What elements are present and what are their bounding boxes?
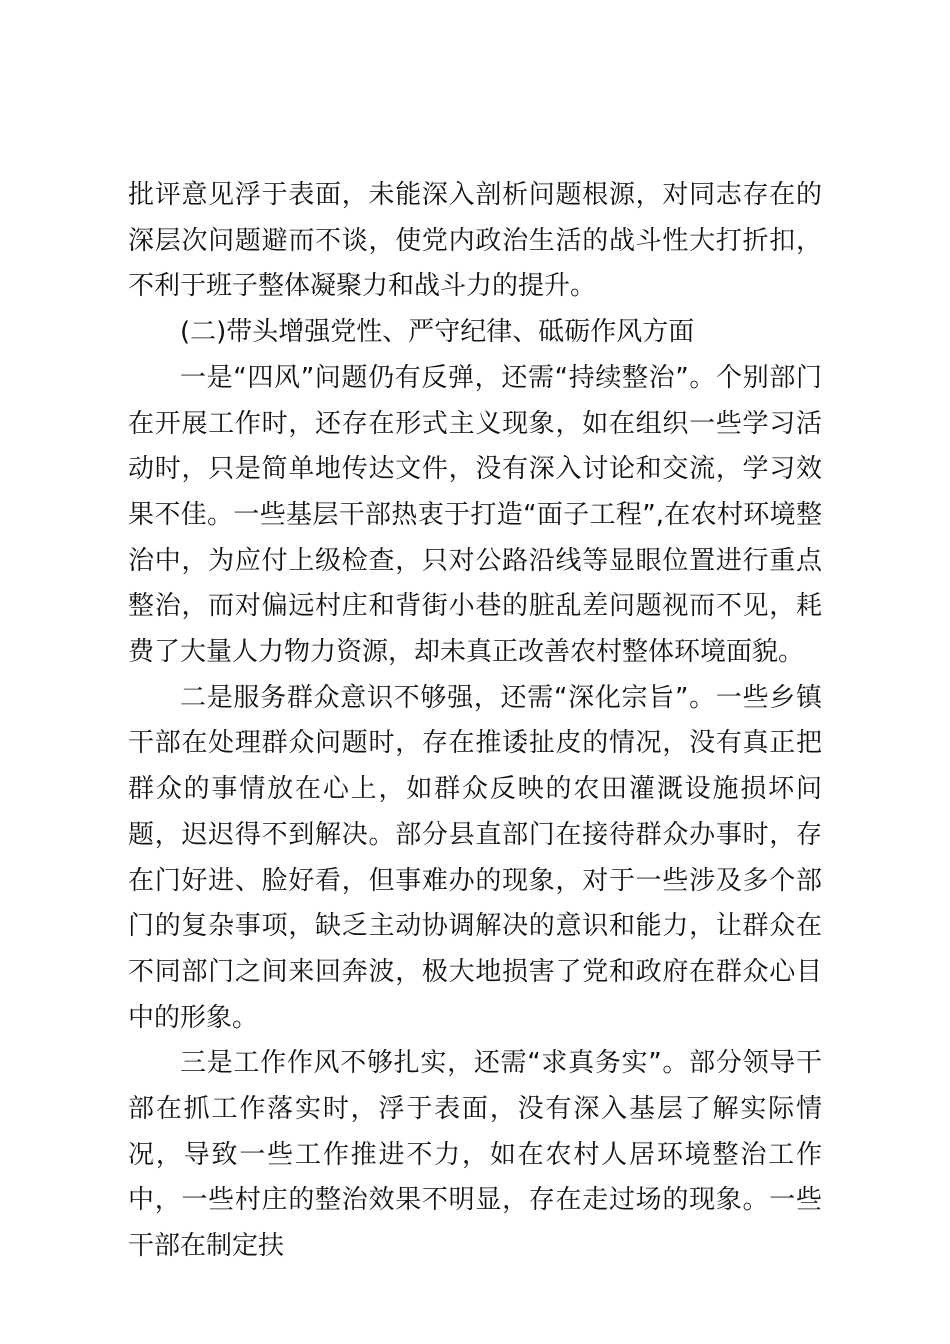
continued-paragraph: 批评意见浮于表面，未能深入剖析问题根源，对同志存在的深层次问题避而不谈，使党内政治生活的战斗性大打折扣，不利于班子整体凝聚力和战斗力的提升。 bbox=[128, 180, 822, 302]
document-body bbox=[128, 173, 822, 1270]
paragraph-four-winds: 一是“四风”问题仍有反弹，还需“持续整治”。个别部门在开展工作时，还存在形式主义现象，如在组织一些学习活动时，只是简单地传达文件，没有深入讨论和交流，学习效果不佳。一些基层干部热衷于打造“面子工程”,在农村环境整治中，为应付上级检查，只对公路沿线等显眼位置进行重点整治，而对偏远村庄和背街小巷的脏乱差问题视而不见，耗费了大量人力物力资源，却未真正改善农村整体环境面貌。 bbox=[128, 362, 822, 668]
paragraph-serve-masses: 二是服务群众意识不够强，还需“深化宗旨”。一些乡镇干部在处理群众问题时，存在推诿扯皮的情况，没有真正把群众的事情放在心上，如群众反映的农田灌溉设施损坏问题，迟迟得不到解决。部分县直部门在接待群众办事时，存在门好进、脸好看，但事难办的现象，对于一些涉及多个部门的复杂事项，缺乏主动协调解决的意识和能力，让群众在不同部门之间来回奔波，极大地损害了党和政府在群众心目中的形象。 bbox=[128, 682, 822, 1033]
paragraph-work-style: 三是工作作风不够扎实，还需“求真务实”。部分领导干部在抓工作落实时，浮于表面，没有深入基层了解实际情况，导致一些工作推进不力，如在农村人居环境整治工作中，一些村庄的整治效果不明显，存在走过场的现象。一些干部在制定扶 bbox=[128, 1048, 822, 1262]
section-heading: (二)带头增强党性、严守纪律、砥砺作风方面 bbox=[180, 317, 695, 348]
